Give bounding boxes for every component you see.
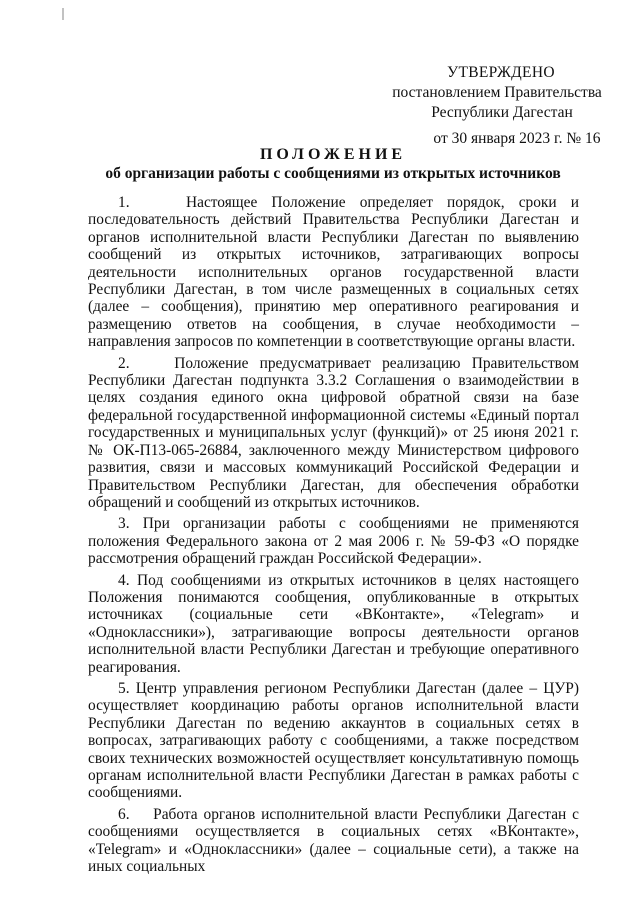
paragraph-5: 5. Центр управления регионом Республики Дагестан (далее – ЦУР) осуществляет координацию работы органов исполнительной власти Республики Дагестан по ведению аккаунтов в социальных сетях в вопросах, затрагивающих работу с сообщениями, а также посредством своих технических возможностей осуществляет консультативную помощь органам исполнительной власти Республики Дагестан в рамках работы с сообщениями.	[88, 679, 579, 802]
approval-line-1: постановлением Правительства	[392, 84, 602, 101]
approval-line-2: Республики Дагестан	[431, 104, 573, 121]
document-body	[88, 194, 579, 875]
document-subtitle: об организации работы с сообщениями из открытых источников	[105, 165, 561, 182]
paragraph-4: 4. Под сообщениями из открытых источников в целях настоящего Положения понимаются сообщения, опубликованные в открытых источниках (социальные сети «ВКонтакте», «Telegram» и «Одноклассники»), затрагивающие вопросы деятельности органов исполнительной власти Республики Дагестан и требующие оперативного реагирования.	[88, 571, 579, 676]
approval-stamp	[362, 63, 602, 149]
approval-title: УТВЕРЖДЕНО	[447, 64, 555, 81]
paragraph-2: 2. Положение предусматривает реализацию Правительством Республики Дагестан подпункта 3.3.2 Соглашения о взаимодействии в целях создания единого окна цифровой обратной связи на базе федеральной государственной информационной системы «Единый портал государственных и муниципальных услуг (функций)» от 25 июня 2021 г. № ОК-П13-065-26884, заключенного между Министерством цифрового развития, связи и массовых коммуникаций Российской Федерации и Правительством Республики Дагестан, для обеспечения обработки обращений и сообщений из открытых источников.	[88, 354, 579, 511]
approval-line-3: от 30 января 2023 г. № 16	[433, 130, 601, 147]
paragraph-1: 1. Настоящее Положение определяет порядок, сроки и последовательность действий Правительства Республики Дагестан и органов исполнительной власти Республики Дагестан по выявлению сообщений из открытых источников, затрагивающих вопросы деятельности исполнительных органов государственной власти Республики Дагестан, в том числе размещенных в социальных сетях (далее – сообщения), принятию мер оперативного реагирования и размещению ответов на сообщения, в случае необходимости – направления запросов по компетенции в соответствующие органы власти.	[88, 194, 579, 351]
document-title: ПОЛОЖЕНИЕ	[259, 146, 407, 163]
paragraph-3: 3. При организации работы с сообщениями не применяются положения Федерального закона от 2 мая 2006 г. № 59-ФЗ «О порядке рассмотрения обращений граждан Российской Федерации».	[88, 515, 579, 568]
paragraph-6: 6. Работа органов исполнительной власти Республики Дагестан с сообщениями осуществляется в социальных сетях «ВКонтакте», «Telegram» и «Одноклассники» (далее – социальные сети), а также на иных социальных	[88, 805, 579, 876]
scan-artifact	[62, 8, 64, 20]
